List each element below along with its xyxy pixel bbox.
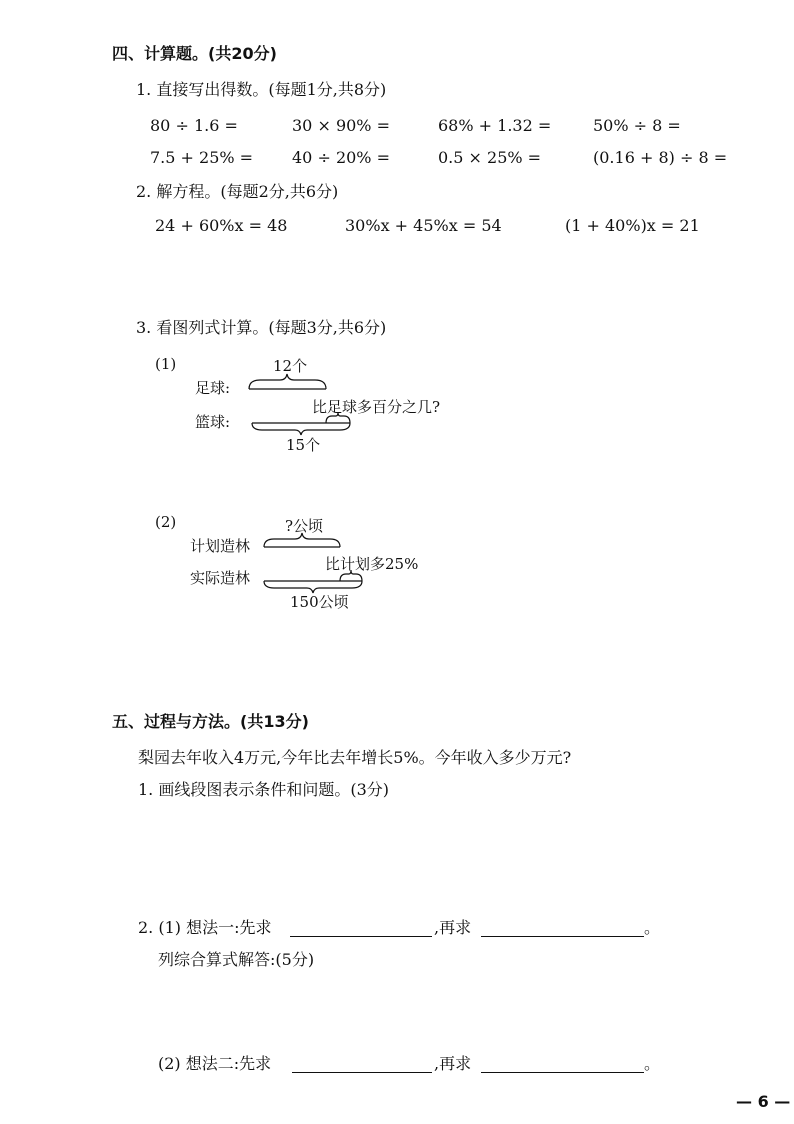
basketball-extra-brace xyxy=(326,412,350,423)
plan-brace xyxy=(264,533,340,547)
calc-item: 30 × 90% = xyxy=(292,116,390,135)
diagram2-number: (2) xyxy=(155,513,177,531)
s5-q2a-prefix: 2. (1) 想法一:先求 xyxy=(138,918,272,937)
q1-title: 1. 直接写出得数。(每题1分,共8分) xyxy=(136,80,387,99)
calc-item: 68% + 1.32 = xyxy=(438,116,552,135)
diagram1-number: (1) xyxy=(155,355,177,373)
calc-item: 7.5 + 25% = xyxy=(150,148,254,167)
calc-item: 50% ÷ 8 = xyxy=(593,116,681,135)
answer-blank[interactable] xyxy=(481,1072,644,1073)
q2-title: 2. 解方程。(每题2分,共6分) xyxy=(136,182,339,201)
equation-item: (1 + 40%)x = 21 xyxy=(565,216,700,235)
s5-q2b-prefix: (2) 想法二:先求 xyxy=(158,1054,272,1073)
diagram2-top-label: ?公顷 xyxy=(285,517,324,535)
equation-item: 30%x + 45%x = 54 xyxy=(345,216,502,235)
calc-item: 0.5 × 25% = xyxy=(438,148,542,167)
actual-total-brace xyxy=(264,581,362,593)
s5-q2b-end: 。 xyxy=(644,1054,661,1073)
section4-heading: 四、计算题。(共20分) xyxy=(112,44,277,63)
diagram2-row1-label: 计划造林 xyxy=(190,537,251,555)
football-brace xyxy=(249,374,326,389)
calc-item: (0.16 + 8) ÷ 8 = xyxy=(593,148,728,167)
calc-item: 80 ÷ 1.6 = xyxy=(150,116,238,135)
s5-q2a-mid: ,再求 xyxy=(434,918,472,937)
section5-heading: 五、过程与方法。(共13分) xyxy=(112,712,309,731)
s5-q2a-note: 列综合算式解答:(5分) xyxy=(158,950,315,969)
s5-q2a-end: 。 xyxy=(644,918,661,937)
diagram2-bottom-label: 150公顷 xyxy=(290,593,349,611)
s5-q2b-mid: ,再求 xyxy=(434,1054,472,1073)
answer-blank[interactable] xyxy=(290,936,432,937)
diagram1-bottom-label: 15个 xyxy=(286,436,321,454)
page-number: — 6 — xyxy=(736,1092,791,1111)
equation-item: 24 + 60%x = 48 xyxy=(155,216,288,235)
basketball-total-brace xyxy=(252,423,350,435)
calc-item: 40 ÷ 20% = xyxy=(292,148,390,167)
diagram1-row1-label: 足球: xyxy=(195,379,231,397)
diagram2-row2-label: 实际造林 xyxy=(190,569,251,587)
q3-title: 3. 看图列式计算。(每题3分,共6分) xyxy=(136,318,387,337)
answer-blank[interactable] xyxy=(292,1072,432,1073)
diagram1-note: 比足球多百分之几? xyxy=(312,398,441,416)
answer-blank[interactable] xyxy=(481,936,644,937)
problem-statement: 梨园去年收入4万元,今年比去年增长5%。今年收入多少万元? xyxy=(138,748,572,767)
actual-extra-brace xyxy=(340,570,362,581)
diagram1-top-label: 12个 xyxy=(273,357,308,375)
s5-q1: 1. 画线段图表示条件和问题。(3分) xyxy=(138,780,390,799)
diagram2-note: 比计划多25% xyxy=(325,555,419,573)
diagram1-row2-label: 篮球: xyxy=(195,413,231,431)
